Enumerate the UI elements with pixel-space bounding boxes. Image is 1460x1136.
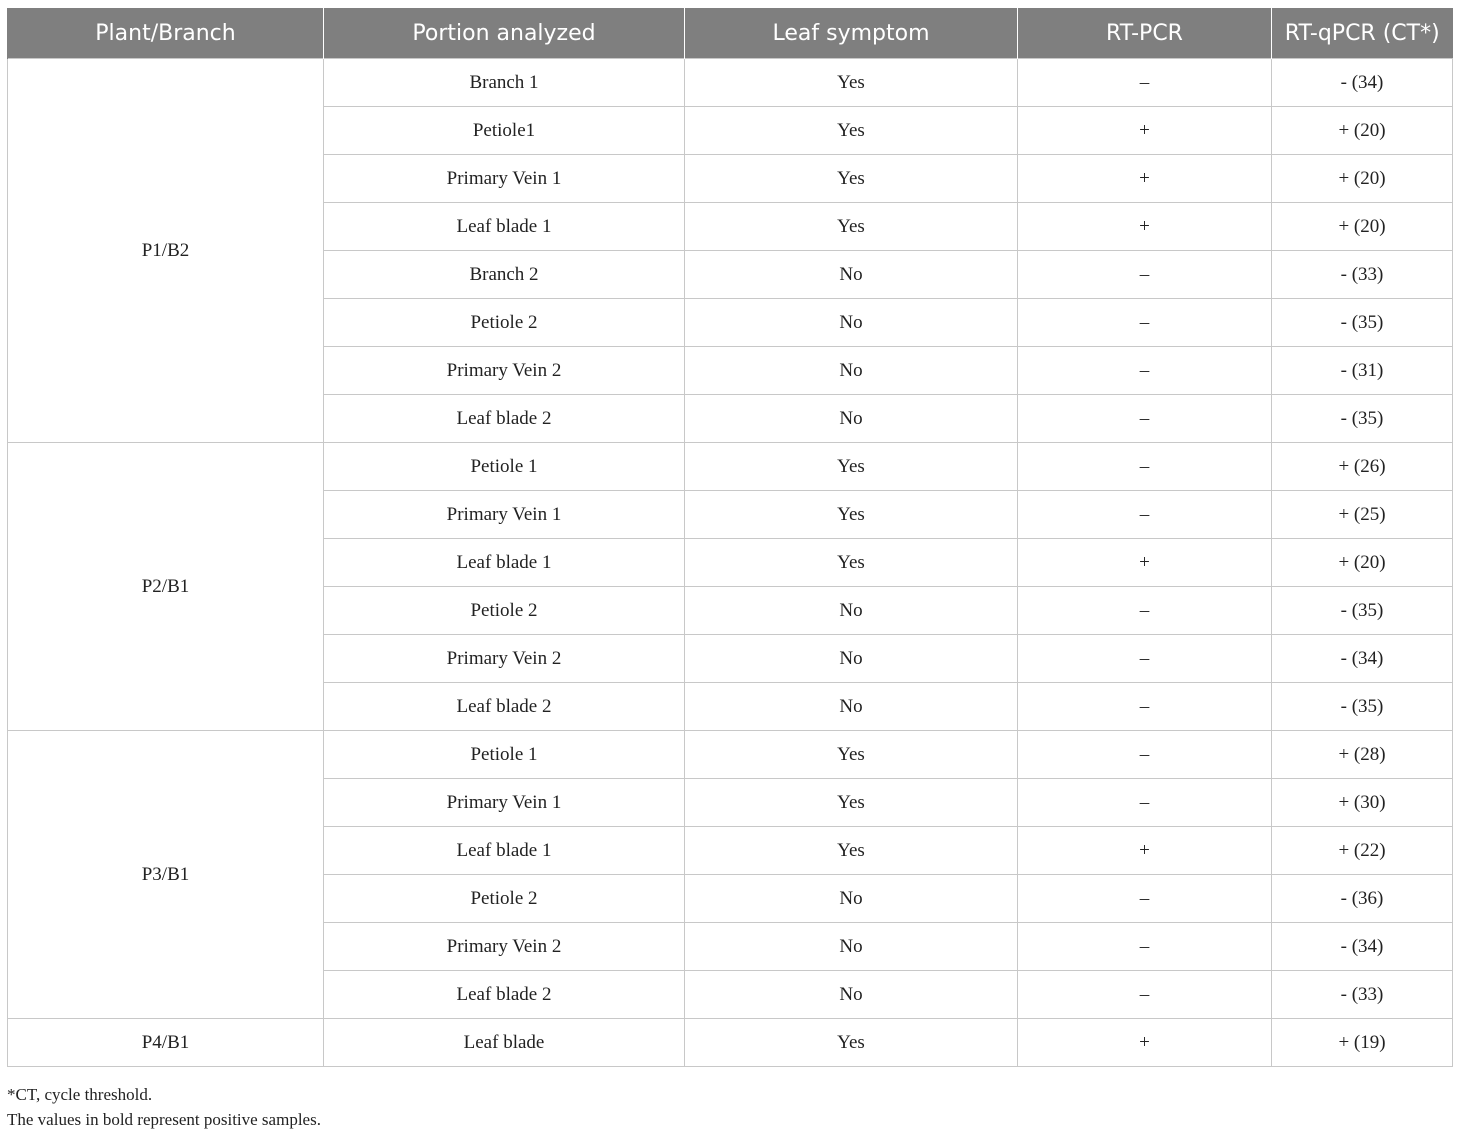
rt-qpcr-cell: + (22): [1272, 827, 1453, 875]
leaf-symptom-cell: No: [685, 923, 1018, 971]
leaf-symptom-cell: Yes: [685, 491, 1018, 539]
leaf-symptom-cell: Yes: [685, 59, 1018, 107]
results-table: [7, 8, 1453, 1067]
leaf-symptom-cell: No: [685, 635, 1018, 683]
rt-pcr-cell: –: [1018, 443, 1272, 491]
rt-pcr-cell: –: [1018, 971, 1272, 1019]
leaf-symptom-cell: No: [685, 347, 1018, 395]
table-row: [8, 731, 1453, 779]
rt-qpcr-cell: - (35): [1272, 299, 1453, 347]
rt-qpcr-cell: - (34): [1272, 635, 1453, 683]
header-rt-qpcr: RT-qPCR (CT*): [1272, 8, 1453, 59]
portion-cell: Leaf blade: [324, 1019, 685, 1067]
rt-qpcr-cell: + (20): [1272, 107, 1453, 155]
results-table-container: [7, 8, 1452, 1067]
rt-qpcr-cell: + (30): [1272, 779, 1453, 827]
rt-qpcr-cell: - (34): [1272, 59, 1453, 107]
rt-pcr-cell: –: [1018, 347, 1272, 395]
leaf-symptom-cell: Yes: [685, 1019, 1018, 1067]
plant-branch-cell: P1/B2: [8, 59, 324, 443]
portion-cell: Petiole1: [324, 107, 685, 155]
table-row: [8, 59, 1453, 107]
portion-cell: Primary Vein 1: [324, 779, 685, 827]
table-row: [8, 1019, 1453, 1067]
leaf-symptom-cell: No: [685, 299, 1018, 347]
header-row: [8, 8, 1453, 59]
rt-qpcr-cell: + (20): [1272, 155, 1453, 203]
rt-pcr-cell: +: [1018, 539, 1272, 587]
header-portion-analyzed: Portion analyzed: [324, 8, 685, 59]
portion-cell: Petiole 2: [324, 875, 685, 923]
rt-qpcr-cell: - (36): [1272, 875, 1453, 923]
rt-qpcr-cell: - (35): [1272, 587, 1453, 635]
leaf-symptom-cell: Yes: [685, 203, 1018, 251]
leaf-symptom-cell: No: [685, 251, 1018, 299]
leaf-symptom-cell: Yes: [685, 155, 1018, 203]
rt-qpcr-cell: - (33): [1272, 251, 1453, 299]
rt-qpcr-cell: + (20): [1272, 203, 1453, 251]
plant-branch-cell: P3/B1: [8, 731, 324, 1019]
leaf-symptom-cell: Yes: [685, 539, 1018, 587]
portion-cell: Leaf blade 2: [324, 395, 685, 443]
portion-cell: Leaf blade 1: [324, 827, 685, 875]
table-row: [8, 443, 1453, 491]
portion-cell: Branch 1: [324, 59, 685, 107]
rt-pcr-cell: +: [1018, 827, 1272, 875]
rt-qpcr-cell: - (33): [1272, 971, 1453, 1019]
rt-pcr-cell: –: [1018, 683, 1272, 731]
portion-cell: Leaf blade 1: [324, 203, 685, 251]
rt-qpcr-cell: + (20): [1272, 539, 1453, 587]
rt-pcr-cell: –: [1018, 587, 1272, 635]
header-rt-pcr: RT-PCR: [1018, 8, 1272, 59]
portion-cell: Primary Vein 2: [324, 635, 685, 683]
rt-qpcr-cell: - (34): [1272, 923, 1453, 971]
portion-cell: Primary Vein 1: [324, 155, 685, 203]
table-body: [8, 59, 1453, 1067]
rt-qpcr-cell: + (28): [1272, 731, 1453, 779]
rt-pcr-cell: –: [1018, 299, 1272, 347]
rt-pcr-cell: –: [1018, 875, 1272, 923]
footnote-bold: The values in bold represent positive samples.: [7, 1110, 321, 1129]
rt-pcr-cell: –: [1018, 923, 1272, 971]
portion-cell: Leaf blade 2: [324, 971, 685, 1019]
portion-cell: Petiole 2: [324, 587, 685, 635]
rt-pcr-cell: –: [1018, 59, 1272, 107]
portion-cell: Petiole 1: [324, 443, 685, 491]
header-plant-branch: Plant/Branch: [8, 8, 324, 59]
leaf-symptom-cell: Yes: [685, 779, 1018, 827]
leaf-symptom-cell: Yes: [685, 107, 1018, 155]
portion-cell: Primary Vein 2: [324, 347, 685, 395]
rt-qpcr-cell: + (25): [1272, 491, 1453, 539]
portion-cell: Branch 2: [324, 251, 685, 299]
rt-pcr-cell: –: [1018, 635, 1272, 683]
rt-pcr-cell: +: [1018, 203, 1272, 251]
rt-pcr-cell: –: [1018, 731, 1272, 779]
rt-qpcr-cell: + (26): [1272, 443, 1453, 491]
rt-qpcr-cell: + (19): [1272, 1019, 1453, 1067]
leaf-symptom-cell: No: [685, 875, 1018, 923]
portion-cell: Leaf blade 2: [324, 683, 685, 731]
rt-pcr-cell: –: [1018, 251, 1272, 299]
leaf-symptom-cell: Yes: [685, 827, 1018, 875]
rt-qpcr-cell: - (35): [1272, 395, 1453, 443]
rt-pcr-cell: –: [1018, 491, 1272, 539]
portion-cell: Primary Vein 1: [324, 491, 685, 539]
rt-pcr-cell: +: [1018, 107, 1272, 155]
rt-qpcr-cell: - (35): [1272, 683, 1453, 731]
footnote-ct: *CT, cycle threshold.: [7, 1085, 153, 1104]
rt-pcr-cell: +: [1018, 155, 1272, 203]
footnotes: [7, 1082, 321, 1132]
leaf-symptom-cell: No: [685, 971, 1018, 1019]
leaf-symptom-cell: No: [685, 587, 1018, 635]
leaf-symptom-cell: No: [685, 683, 1018, 731]
rt-pcr-cell: +: [1018, 1019, 1272, 1067]
header-leaf-symptom: Leaf symptom: [685, 8, 1018, 59]
plant-branch-cell: P4/B1: [8, 1019, 324, 1067]
rt-qpcr-cell: - (31): [1272, 347, 1453, 395]
rt-pcr-cell: –: [1018, 779, 1272, 827]
portion-cell: Petiole 1: [324, 731, 685, 779]
leaf-symptom-cell: Yes: [685, 731, 1018, 779]
plant-branch-cell: P2/B1: [8, 443, 324, 731]
leaf-symptom-cell: Yes: [685, 443, 1018, 491]
rt-pcr-cell: –: [1018, 395, 1272, 443]
portion-cell: Primary Vein 2: [324, 923, 685, 971]
portion-cell: Leaf blade 1: [324, 539, 685, 587]
leaf-symptom-cell: No: [685, 395, 1018, 443]
portion-cell: Petiole 2: [324, 299, 685, 347]
